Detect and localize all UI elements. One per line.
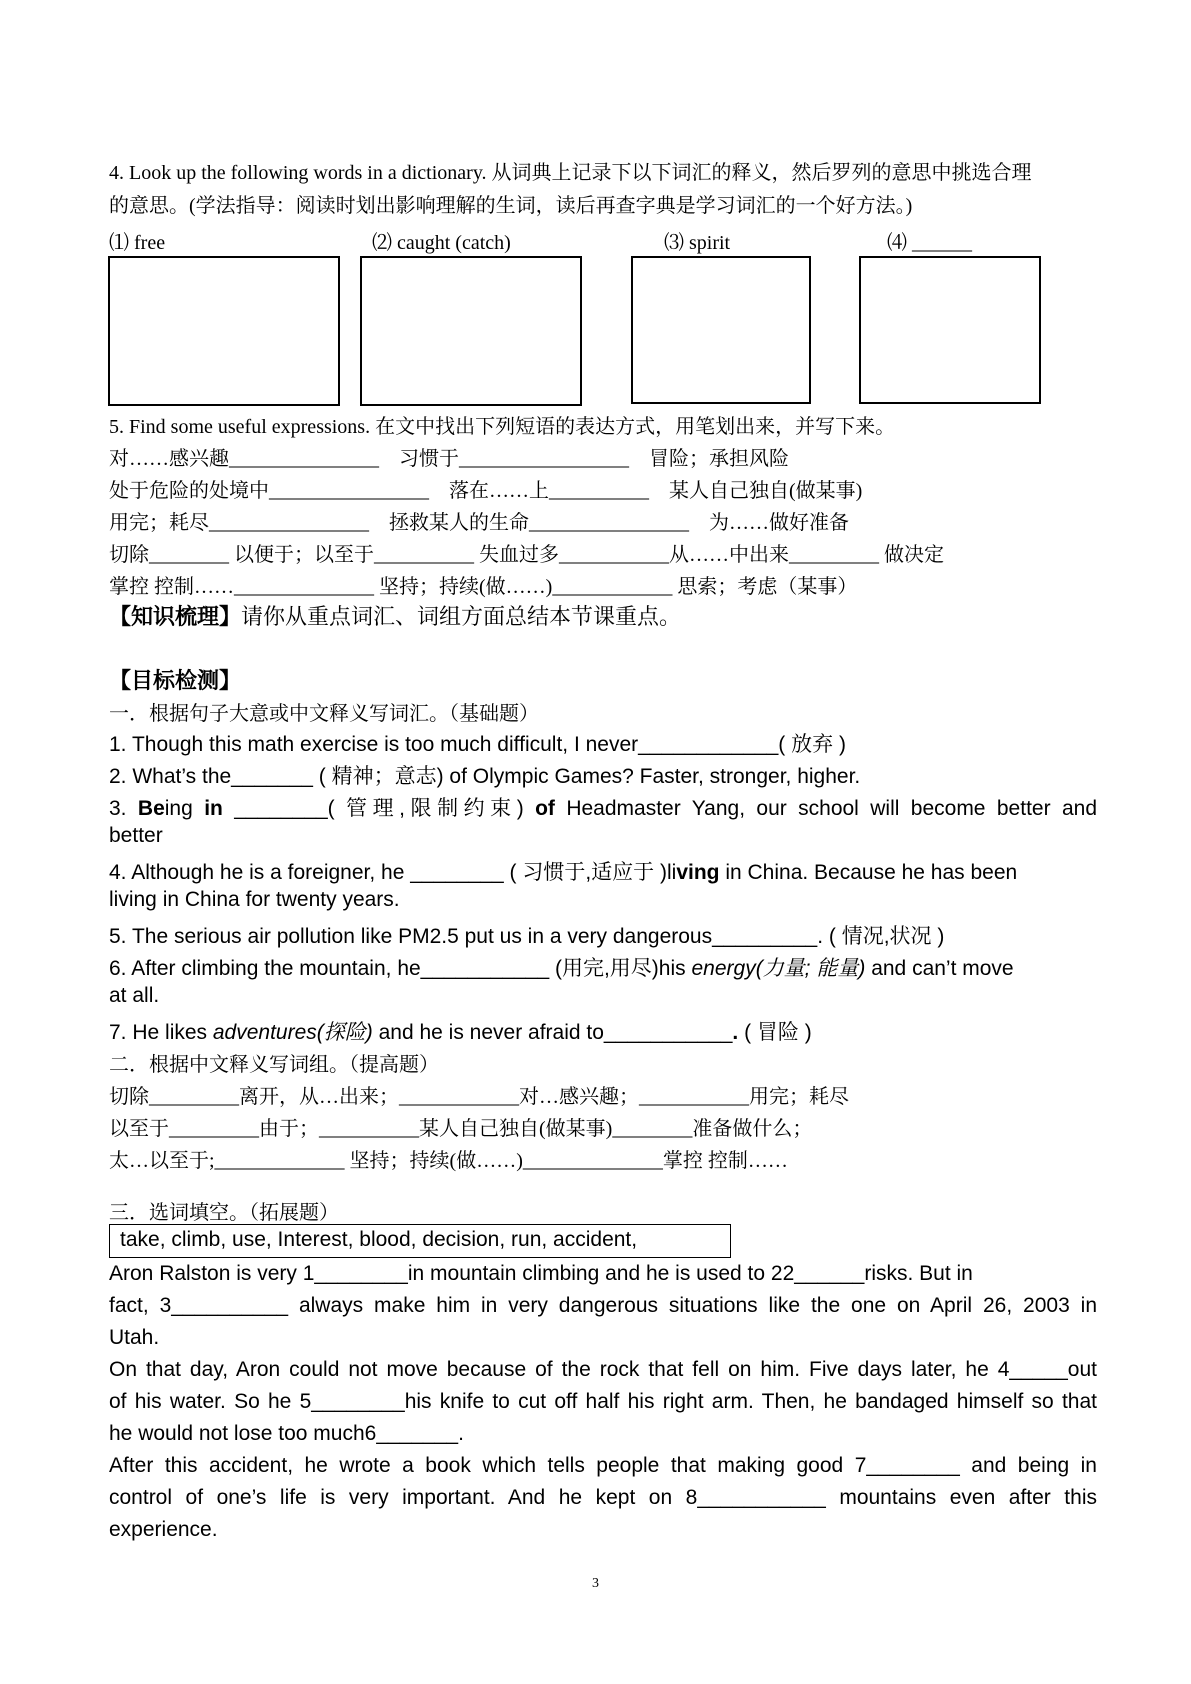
s3-bold-be: Be: [137, 797, 165, 820]
answer-box-caught[interactable]: [360, 256, 582, 406]
s3-part: ing: [164, 797, 205, 820]
sentence-5: 5. The serious air pollution like PM2.5 put us in a very dangerous_________. ( 情况,状况 ): [109, 925, 945, 948]
sentence-6-cont: at all.: [109, 984, 160, 1007]
passage-p3-line1: After this accident, he wrote a book which tells people that making good 7________ and being in: [109, 1454, 1097, 1477]
s7-part: ( 冒险 ): [738, 1021, 812, 1044]
s4-bold-ving: ving: [676, 861, 720, 884]
s4-part: in China. Because he has been: [719, 861, 1018, 884]
answer-box-spirit[interactable]: [631, 256, 811, 404]
section4-instruction-line2: 的意思。(学法指导：阅读时划出影响理解的生词，读后再查字典是学习词汇的一个好方法。): [109, 195, 913, 217]
s6-part: 6. After climbing the mountain, he___________ (用完,用尽)his: [109, 957, 692, 980]
part2-title: 二．根据中文释义写词组。（提高题）: [109, 1054, 439, 1076]
page-number: 3: [592, 1576, 599, 1591]
section5-row-1: 对……感兴趣_______________ 习惯于_________________ 冒险；承担风险: [109, 448, 789, 470]
section5-title: 5. Find some useful expressions. 在文中找出下列短语的表达方式，用笔划出来，并写下来。: [109, 416, 896, 438]
word-label-free: ⑴ free: [109, 232, 166, 254]
s3-part: ________( 管理,限制约束): [222, 797, 536, 820]
part1-title: 一．根据句子大意或中文释义写词汇。（基础题）: [109, 703, 539, 725]
s3-bold-in: in: [204, 797, 223, 820]
passage-p2-line3: he would not lose too much6_______.: [109, 1422, 464, 1445]
s3-bold-of: of: [535, 797, 555, 820]
word-label-spirit: ⑶ spirit: [664, 232, 731, 254]
knowledge-heading: 【知识梳理】: [109, 604, 242, 629]
sentence-3: [109, 792, 1097, 822]
section5-row-4: 切除________ 以便于；以至于__________ 失血过多___________从……中出来_________ 做决定: [109, 544, 944, 566]
passage-p2-line1: On that day, Aron could not move because of the rock that fell on him. Five days later, he 4_____out: [109, 1358, 1097, 1381]
target-heading: 【目标检测】: [109, 668, 242, 693]
section5-row-5: 掌控 控制……______________ 坚持；持续(做……)____________ 思索；考虑（某事）: [109, 576, 858, 598]
passage-p1-line1: Aron Ralston is very 1________in mountain climbing and he is used to 22______risks. But in: [109, 1262, 973, 1285]
s7-part: and he is never afraid to___________: [372, 1021, 733, 1044]
section5-row-3: 用完；耗尽________________ 拯救某人的生命________________ 为……做好准备: [109, 512, 849, 534]
sentence-1: 1. Though this math exercise is too much difficult, I never____________( 放弃 ): [109, 733, 846, 756]
part2-row-3: 太…以至于;_____________ 坚持；持续(做……)______________掌控 控制……: [109, 1150, 788, 1172]
sentence-4-cont: living in China for twenty years.: [109, 888, 400, 911]
sentence-6: [109, 952, 1014, 982]
s7-italic-adventures: adventures(探险): [212, 1021, 373, 1044]
knowledge-text: 请你从重点词汇、词组方面总结本节课重点。: [241, 604, 682, 629]
s6-italic-energy: energy(力量; 能量): [691, 957, 866, 980]
s7-bold-period: .: [732, 1021, 739, 1044]
s3-part: Headmaster Yang, our school will become better and: [554, 797, 1097, 820]
passage-p3-line2: control of one’s life is very important. And he kept on 8___________ mountains even after this: [109, 1486, 1097, 1509]
part2-row-1: 切除_________离开，从…出来；____________对…感兴趣；___________用完；耗尽: [109, 1086, 849, 1108]
passage-p1-line3: Utah.: [109, 1326, 160, 1349]
s3-part: 3.: [109, 797, 138, 820]
passage-p3-line3: experience.: [109, 1518, 218, 1541]
section5-row-2: 处于危险的处境中________________ 落在……上__________ 某人自己独自(做某事): [109, 480, 863, 502]
s4-part: 4. Although he is a foreigner, he ________ ( 习惯于,适应于 )li: [109, 861, 677, 884]
part3-title: 三．选词填空。（拓展题）: [109, 1202, 339, 1224]
sentence-4: [109, 856, 1017, 886]
answer-box-blank[interactable]: [859, 256, 1041, 404]
knowledge-section: [109, 600, 681, 631]
word-list-box: take, climb, use, Interest, blood, decision, run, accident,: [109, 1224, 731, 1258]
part2-row-2: 以至于_________由于；__________某人自己独自(做某事)________准备做什么；: [109, 1118, 813, 1140]
section4-instruction-line1: 4. Look up the following words in a dictionary. 从词典上记录下以下词汇的释义，然后罗列的意思中挑选合理: [109, 162, 1032, 184]
word-label-blank: ⑷ ______: [887, 232, 972, 254]
passage-p2-line2: of his water. So he 5________his knife to cut off half his right arm. Then, he bandaged himself so that: [109, 1390, 1097, 1413]
answer-box-free[interactable]: [108, 256, 340, 406]
word-label-caught: ⑵ caught (catch): [372, 232, 511, 254]
passage-p1-line2: fact, 3__________ always make him in very dangerous situations like the one on April 26, 2003 in: [109, 1294, 1097, 1317]
s7-part: 7. He likes: [109, 1021, 213, 1044]
s6-part: and can’t move: [865, 957, 1014, 980]
sentence-7: [109, 1016, 812, 1046]
sentence-3-cont: better: [109, 824, 163, 847]
sentence-2: 2. What’s the_______ ( 精神；意志) of Olympic Games? Faster, stronger, higher.: [109, 765, 861, 788]
